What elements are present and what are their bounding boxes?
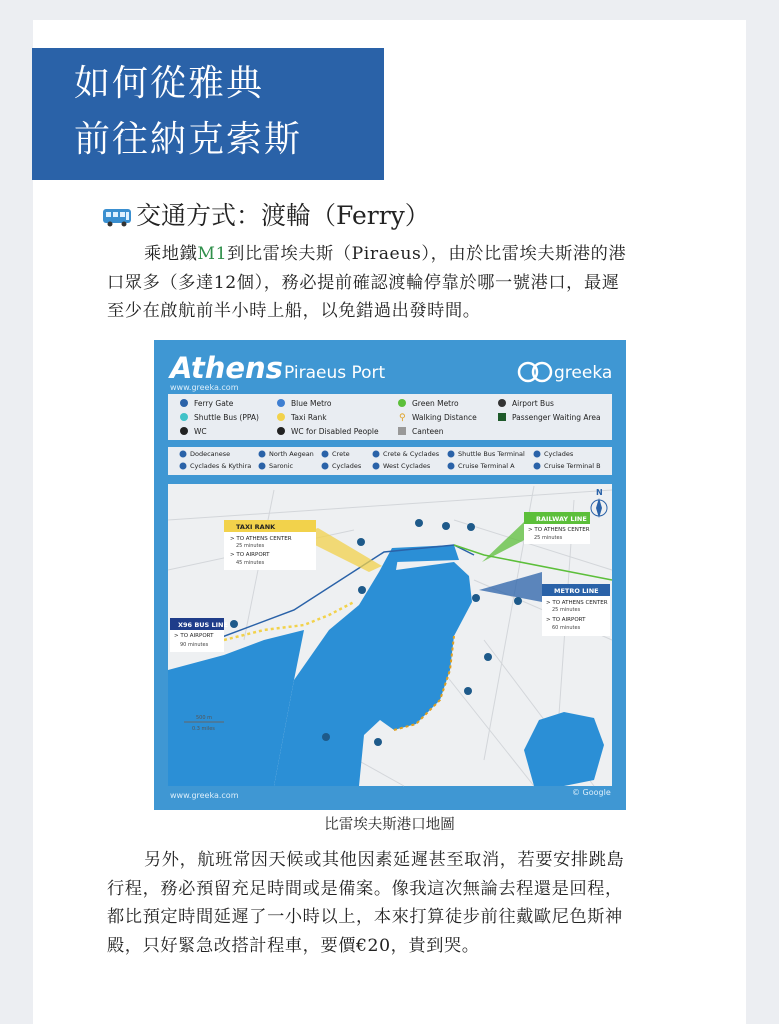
legend-canteen: Canteen <box>412 427 444 436</box>
north-label: N <box>596 488 603 497</box>
gate-west-cyclades: West Cyclades <box>383 462 431 470</box>
map-brand-script: Athens <box>170 351 283 385</box>
gate-crete: Crete <box>332 450 350 458</box>
taxi-rank-callout <box>224 520 316 570</box>
taxi-callout-t1: 25 minutes <box>236 543 265 549</box>
legend-wc-disabled: WC for Disabled People <box>291 427 379 436</box>
map-caption: 比雷埃夫斯港口地圖 <box>324 817 455 833</box>
gate-cyclades: Cyclades <box>544 450 574 458</box>
para1-line3: 至少在啟航前半小時上船，以免錯過出發時間。 <box>107 301 481 321</box>
para2-line4: 殿，只好緊急改搭計程車，要價€20，貴到哭。 <box>107 935 480 956</box>
para1-line2: 口眾多（多達12個），務必提前確認渡輪停靠於哪一號港口，最遲 <box>107 272 620 293</box>
gate-north-aegean: North Aegean <box>269 450 314 458</box>
paragraph-delay <box>107 846 677 960</box>
scale-mi: 0.3 miles <box>192 726 215 732</box>
bus-icon <box>102 204 132 224</box>
scale-m: 500 m <box>196 715 213 721</box>
taxi-callout-to1: > TO ATHENS CENTER <box>230 536 292 542</box>
greeka-logo-text: greeka <box>554 363 613 383</box>
para2-line3: 都比預定時間延遲了一小時以上，本來打算徒步前往戴歐尼色斯神 <box>107 907 623 927</box>
metro-callout-title: METRO LINE <box>554 587 599 595</box>
bus-callout-to1: > TO AIRPORT <box>174 633 214 639</box>
wc-disabled-icon <box>277 427 285 435</box>
para1-line1: 到比雷埃夫斯（Piraeus），由於比雷埃夫斯港的港 <box>227 244 627 264</box>
waiting-area-icon <box>498 413 506 421</box>
gate-cruise-a: Cruise Terminal A <box>458 462 515 470</box>
gate-cyclades-2: Cyclades <box>332 462 362 470</box>
map-subtitle: Piraeus Port <box>284 363 386 383</box>
metro-callout-t1: 25 minutes <box>552 607 581 613</box>
taxi-callout-t2: 45 minutes <box>236 560 265 566</box>
taxi-callout-title: TAXI RANK <box>236 523 276 531</box>
wc-icon <box>180 427 188 435</box>
metro-callout-t2: 60 minutes <box>552 625 581 631</box>
legend-green-metro: Green Metro <box>412 399 459 408</box>
taxi-rank-icon <box>277 413 285 421</box>
map-footer-site: www.greeka.com <box>170 791 239 800</box>
legend-shuttle-bus: Shuttle Bus (PPA) <box>194 413 259 422</box>
legend-waiting-area: Passenger Waiting Area <box>512 413 601 422</box>
railway-callout-title: RAILWAY LINE <box>536 515 587 523</box>
metro-line-m1: M1 <box>197 244 228 264</box>
legend-walking-distance: Walking Distance <box>412 413 477 422</box>
legend-ferry-gate: Ferry Gate <box>194 399 234 408</box>
greeka-logo-icon <box>519 363 551 381</box>
taxi-callout-to2: > TO AIRPORT <box>230 552 270 558</box>
airport-bus-icon <box>498 399 506 407</box>
railway-callout <box>524 512 590 544</box>
gate-cruise-b: Cruise Terminal B <box>544 462 601 470</box>
gate-dodecanese: Dodecanese <box>190 450 231 458</box>
legend-blue-metro: Blue Metro <box>291 399 332 408</box>
gate-cyclades-kythira: Cyclades & Kythira <box>190 462 252 470</box>
para1-lead: 乘地鐵 <box>144 244 198 264</box>
metro-callout-to1: > TO ATHENS CENTER <box>546 600 608 606</box>
page-title-line2: 前往納克索斯 <box>74 119 303 160</box>
legend-taxi-rank: Taxi Rank <box>291 413 327 422</box>
paragraph-ferry <box>107 240 677 326</box>
map-site: www.greeka.com <box>170 383 239 392</box>
legend-wc: WC <box>194 427 207 436</box>
page-title-line1: 如何從雅典 <box>74 63 265 104</box>
section-heading <box>102 196 430 232</box>
metro-callout-to2: > TO AIRPORT <box>546 617 586 623</box>
para2-line1: 另外，航班常因天候或其他因素延遲甚至取消，若要安排跳島 <box>144 850 625 870</box>
shuttle-bus-icon <box>180 413 188 421</box>
railway-callout-t1: 25 minutes <box>534 535 563 541</box>
walking-icon: ⚲ <box>399 413 406 423</box>
blue-metro-icon <box>277 399 285 407</box>
green-metro-icon <box>398 399 406 407</box>
legend-airport-bus: Airport Bus <box>512 399 554 408</box>
map-footer-google: © Google <box>572 788 611 797</box>
gate-shuttle-terminal: Shuttle Bus Terminal <box>458 450 525 458</box>
para2-line2: 行程，務必預留充足時間或是備案。像我這次無論去程還是回程， <box>107 878 623 899</box>
section-heading-text: 交通方式：渡輪（Ferry） <box>136 201 430 230</box>
bus-callout <box>170 618 228 652</box>
piraeus-port-map <box>154 340 626 810</box>
gate-saronic: Saronic <box>269 462 294 470</box>
railway-callout-to1: > TO ATHENS CENTER <box>528 527 590 533</box>
gate-crete-cyclades: Crete & Cyclades <box>383 450 440 458</box>
bus-callout-title: X96 BUS LINE <box>178 621 228 629</box>
ferry-gate-icon <box>180 399 188 407</box>
canteen-icon <box>398 427 406 435</box>
metro-callout <box>542 584 610 636</box>
bus-callout-t1: 90 minutes <box>180 642 209 648</box>
